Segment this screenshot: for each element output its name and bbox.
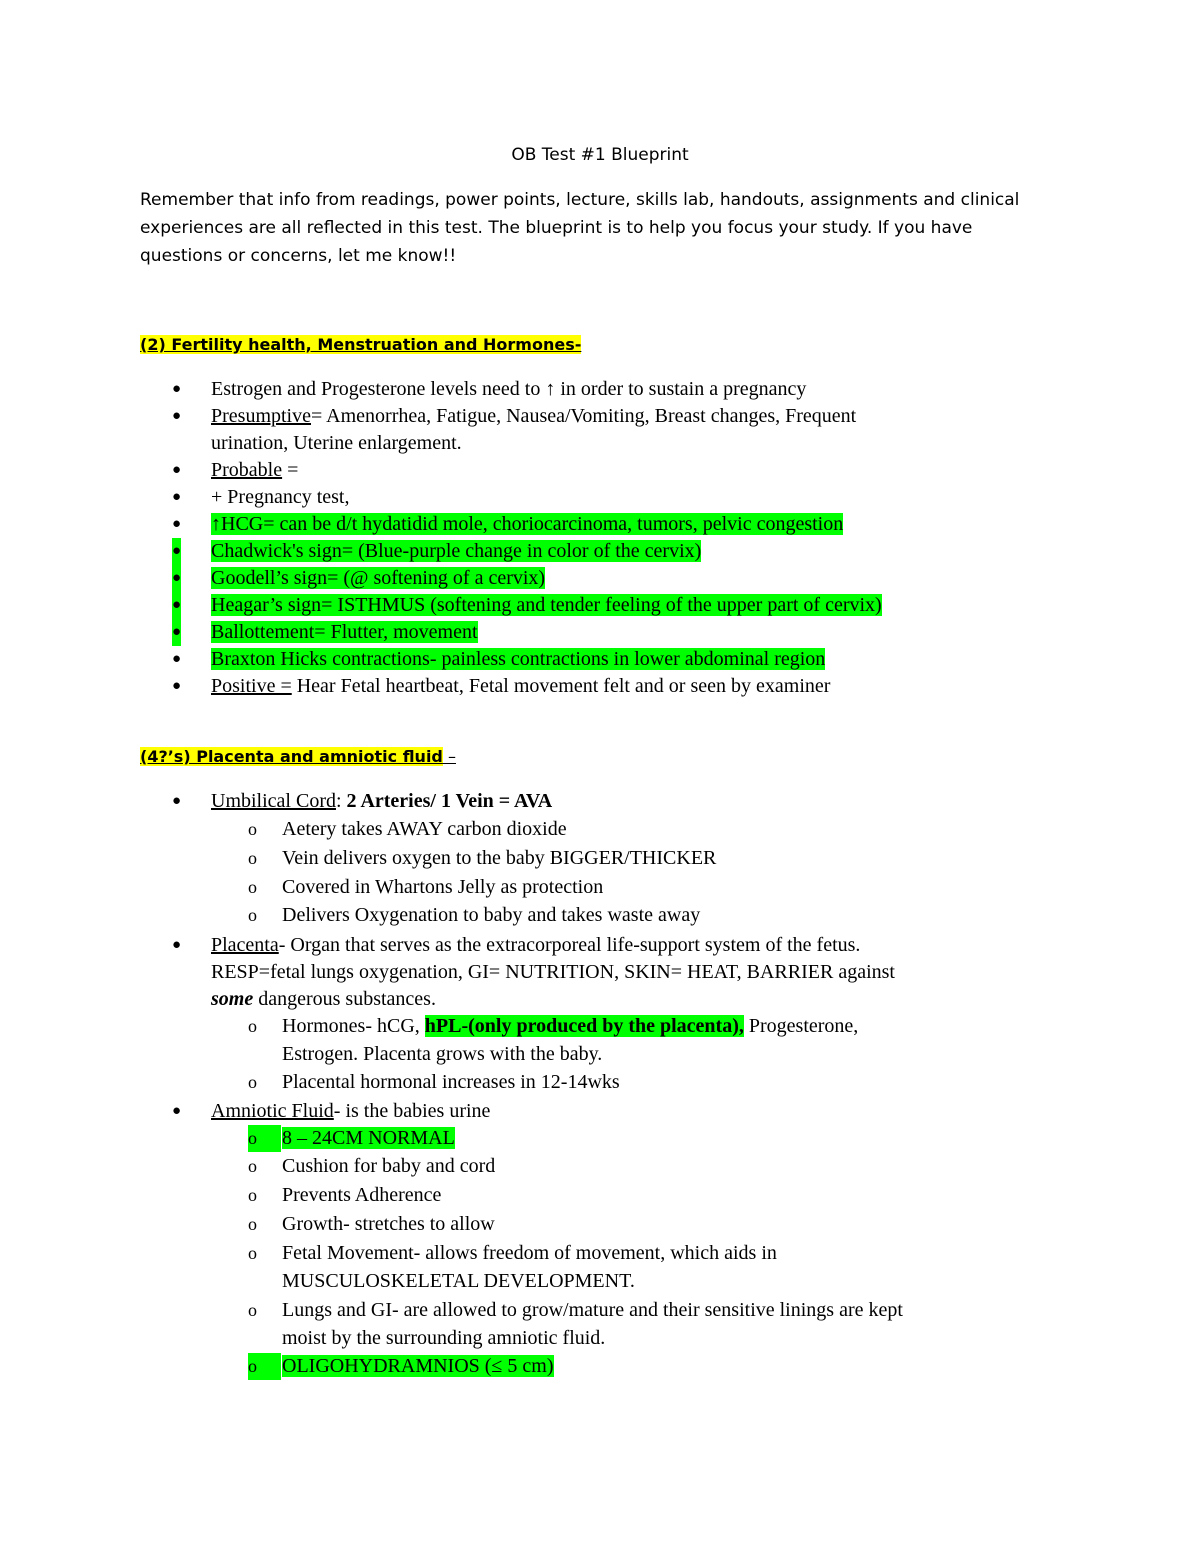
- bullet: ●: [172, 516, 182, 532]
- item-text: Growth- stretches to allow: [282, 1213, 495, 1235]
- item-text: Cushion for baby and cord: [282, 1155, 496, 1177]
- highlighted-text: Goodell’s sign= (@ softening of a cervix): [211, 567, 546, 589]
- bullet: ●: [172, 565, 181, 592]
- item-text: [282, 1013, 1032, 1040]
- bullet: ●: [172, 381, 182, 397]
- cord-bold: 2 Arteries/ 1 Vein = AVA: [346, 790, 553, 812]
- item-text: [211, 565, 1031, 592]
- item-text: [211, 457, 1031, 484]
- sub-bullet: o: [248, 877, 257, 897]
- sub-bullet: o: [248, 1185, 257, 1205]
- item-colon: :: [335, 790, 347, 812]
- bullet: ●: [172, 793, 182, 809]
- sub-bullet: o: [248, 1214, 257, 1234]
- bullet: ●: [172, 937, 182, 953]
- sub-bullet: o: [248, 1156, 257, 1176]
- section-heading-fertility: [140, 334, 581, 356]
- highlighted-text: 8 – 24CM NORMAL: [282, 1127, 455, 1149]
- bullet: ●: [172, 462, 182, 478]
- item-rest: dangerous substances.: [253, 988, 436, 1010]
- item-text: [211, 619, 1031, 646]
- probable-label: Probable: [211, 459, 283, 481]
- sub-bullet: o: [248, 1300, 257, 1320]
- sub-bullet: o: [248, 1243, 257, 1263]
- amniotic-label: Amniotic Fluid: [211, 1100, 334, 1122]
- bullet: ●: [172, 678, 182, 694]
- item-text: Estrogen and Progesterone levels need to ↑ in order to sustain a pregnancy: [211, 378, 807, 400]
- item-text: [211, 592, 1031, 619]
- highlighted-text: Chadwick's sign= (Blue-purple change in color of the cervix): [211, 540, 702, 562]
- highlighted-text: OLIGOHYDRAMNIOS (≤ 5 cm): [282, 1355, 554, 1377]
- sub-bullet: o: [248, 1353, 281, 1380]
- highlighted-text: Braxton Hicks contractions- painless contractions in lower abdominal region: [211, 648, 826, 670]
- bullet: ●: [172, 408, 182, 424]
- highlighted-text: Heagar’s sign= ISTHMUS (softening and tender feeling of the upper part of cervix): [211, 594, 882, 616]
- placenta-label: Placenta: [211, 934, 279, 956]
- hormones-post: Progesterone,: [743, 1015, 859, 1037]
- sub-bullet: o: [248, 905, 257, 925]
- heading-text: (2) Fertility health, Menstruation and Hormones-: [140, 335, 582, 354]
- item-text: [211, 932, 1031, 959]
- sub-bullet: o: [248, 819, 257, 839]
- hpl-highlight: hPL-(only produced by the placenta),: [424, 1015, 744, 1037]
- sub-bullet: o: [248, 1072, 257, 1092]
- item-text: Fetal Movement- allows freedom of movement, which aids in: [282, 1242, 777, 1264]
- item-text: Covered in Whartons Jelly as protection: [282, 876, 604, 898]
- item-text: Vein delivers oxygen to the baby BIGGER/THICKER: [282, 847, 717, 869]
- intro-paragraph: Remember that info from readings, power points, lecture, skills lab, handouts, assignments and clinical experiences are all reflected in this test. The blueprint is to help you focus your study. If you have questions or concerns, let me know!!: [140, 190, 1020, 266]
- item-text: [282, 1125, 1032, 1152]
- item-text: [211, 1098, 1031, 1125]
- item-text: [211, 511, 1031, 538]
- item-text: Delivers Oxygenation to baby and takes waste away: [282, 904, 701, 926]
- item-text: [282, 1353, 1032, 1380]
- item-text: [211, 788, 1031, 815]
- sub-bullet: o: [248, 1125, 281, 1152]
- item-text: [211, 986, 1031, 1013]
- sub-bullet: o: [248, 1016, 257, 1036]
- highlighted-text: ↑HCG= can be d/t hydatidid mole, choriocarcinoma, tumors, pelvic congestion: [211, 513, 844, 535]
- bullet: ●: [172, 489, 182, 505]
- item-rest: Hear Fetal heartbeat, Fetal movement felt and or seen by examiner: [291, 675, 831, 697]
- item-rest: =: [282, 459, 299, 481]
- item-text: MUSCULOSKELETAL DEVELOPMENT.: [282, 1270, 635, 1292]
- sub-bullet: o: [248, 848, 257, 868]
- item-rest: - Organ that serves as the extracorporeal life-support system of the fetus.: [278, 934, 861, 956]
- highlighted-text: Ballottement= Flutter, movement: [211, 621, 478, 643]
- item-text: [211, 673, 1031, 700]
- item-text: urination, Uterine enlargement.: [211, 432, 462, 454]
- bullet: ●: [172, 1103, 182, 1119]
- section-heading-placenta: [140, 746, 456, 768]
- item-text: moist by the surrounding amniotic fluid.: [282, 1327, 606, 1349]
- item-text: Aetery takes AWAY carbon dioxide: [282, 818, 567, 840]
- item-text: RESP=fetal lungs oxygenation, GI= NUTRITION, SKIN= HEAT, BARRIER against: [211, 961, 895, 983]
- bullet: ●: [172, 592, 181, 619]
- item-text: Estrogen. Placenta grows with the baby.: [282, 1043, 603, 1065]
- item-rest: = Amenorrhea, Fatigue, Nausea/Vomiting, Breast changes, Frequent: [311, 405, 857, 427]
- page-title: OB Test #1 Blueprint: [511, 145, 689, 165]
- item-text: Placental hormonal increases in 12-14wks: [282, 1071, 620, 1093]
- some-emphasis: some: [211, 988, 254, 1010]
- item-text: [211, 646, 1031, 673]
- item-text: [211, 538, 1031, 565]
- bullet: ●: [172, 619, 181, 646]
- bullet: ●: [172, 538, 181, 565]
- item-text: [211, 403, 1031, 430]
- hormones-pre: Hormones- hCG,: [282, 1015, 425, 1037]
- heading-text: (4?’s) Placenta and amniotic fluid: [140, 747, 443, 766]
- item-text: Lungs and GI- are allowed to grow/mature and their sensitive linings are kept: [282, 1299, 903, 1321]
- bullet: ●: [172, 651, 182, 667]
- item-text: + Pregnancy test,: [211, 486, 350, 508]
- positive-label: Positive =: [211, 675, 292, 697]
- umbilical-cord-label: Umbilical Cord: [211, 790, 336, 812]
- item-rest: - is the babies urine: [333, 1100, 491, 1122]
- item-text: Prevents Adherence: [282, 1184, 442, 1206]
- presumptive-label: Presumptive: [211, 405, 311, 427]
- heading-tail: –: [442, 747, 456, 766]
